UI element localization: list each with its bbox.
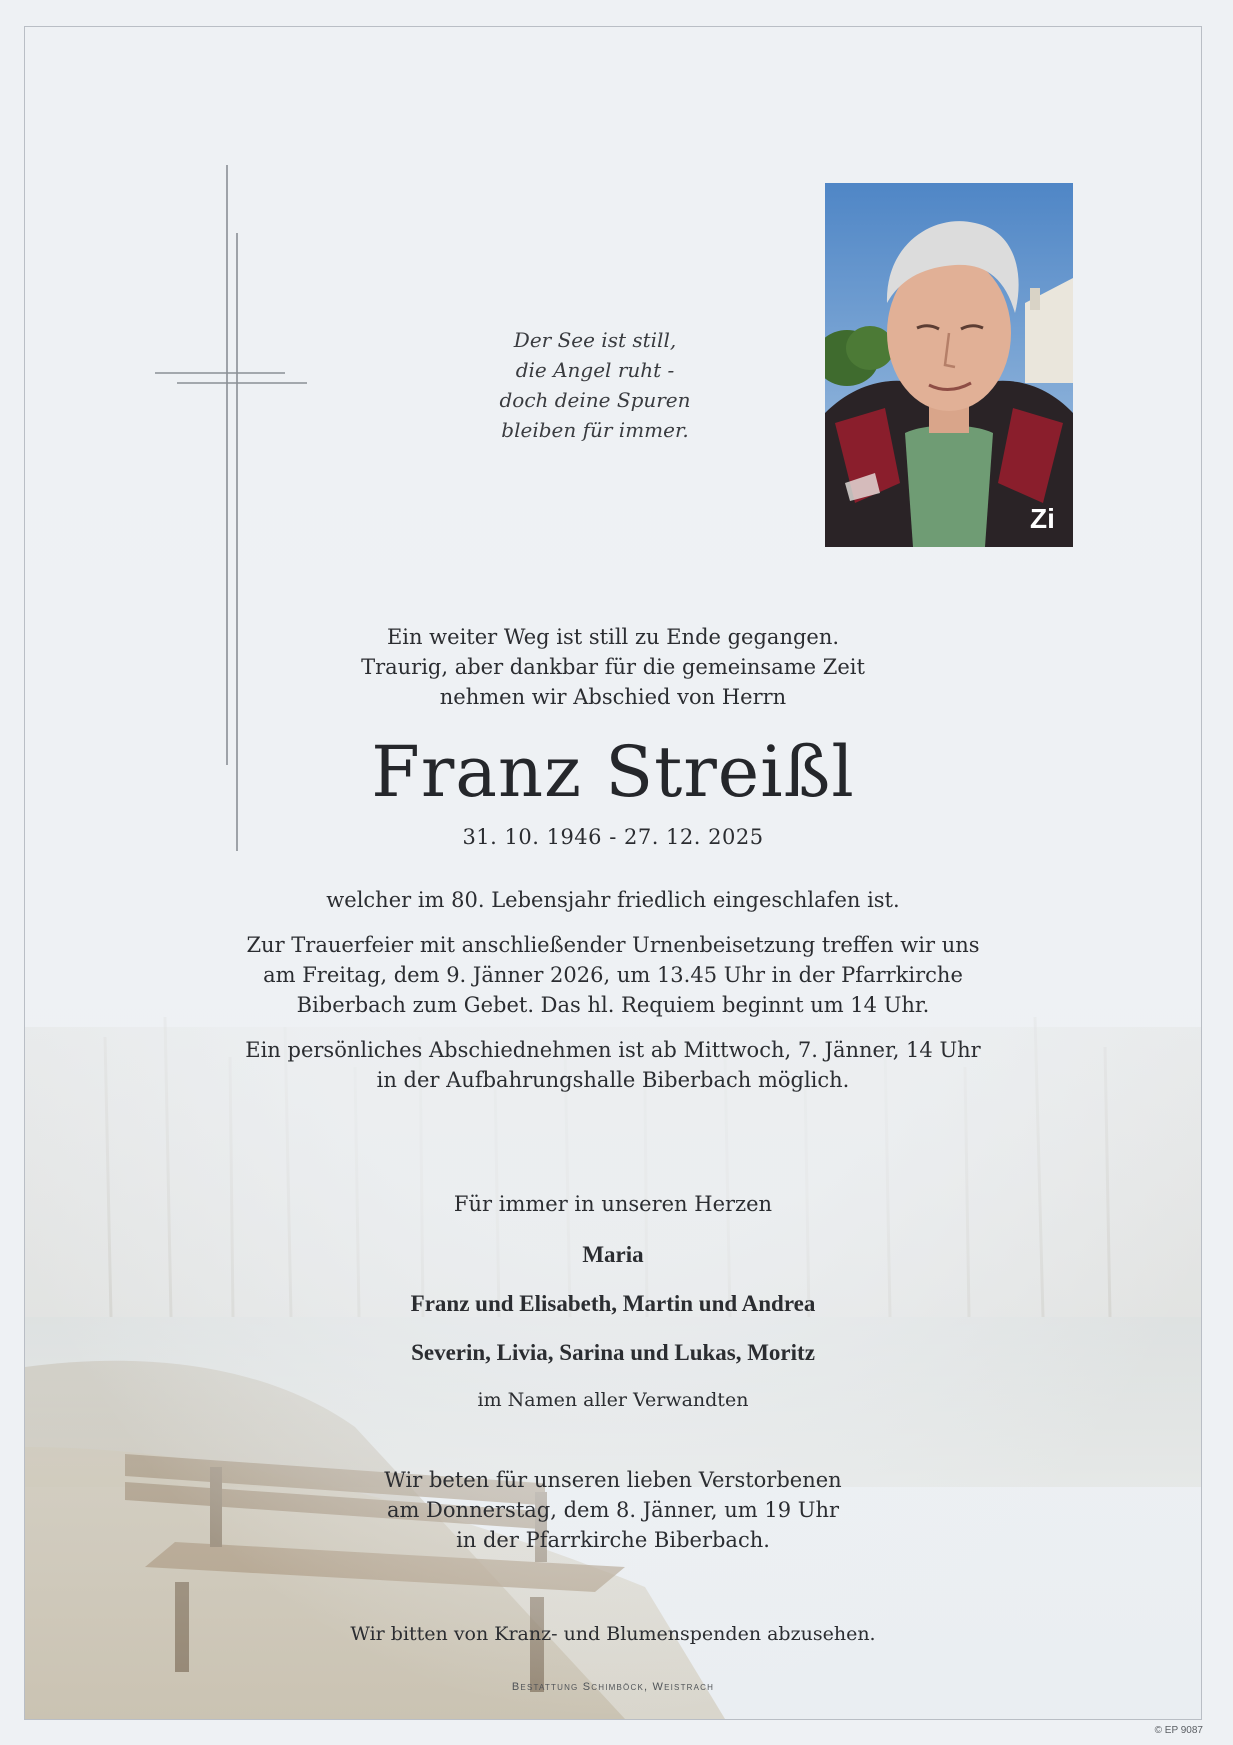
funeral-line: am Freitag, dem 9. Jänner 2026, um 13.45 Uhr in der Pfarrkirche [263,963,963,987]
funeral-details [25,930,1201,1020]
prayer-line: in der Pfarrkirche Biberbach. [456,1528,770,1552]
funeral-line: Biberbach zum Gebet. Das hl. Requiem beginnt um 14 Uhr. [296,993,930,1017]
motto-line: doch deine Spuren [499,388,691,412]
motto-line: Der See ist still, [513,328,677,352]
viewing-line: Ein persönliches Abschiednehmen ist ab Mittwoch, 7. Jänner, 14 Uhr [245,1038,981,1062]
motto-verse [455,325,735,445]
obituary-sheet [24,26,1202,1720]
mourner-name: Maria [582,1242,644,1267]
mourner-name: Severin, Livia, Sarina und Lukas, Moritz [411,1340,815,1365]
viewing-details [25,1035,1201,1095]
intro-line: Ein weiter Weg ist still zu Ende gegangen. [386,625,840,649]
age-line: welcher im 80. Lebensjahr friedlich eingeschlafen ist. [326,888,900,912]
mourner-name: Franz und Elisabeth, Martin und Andrea [410,1291,816,1316]
portrait-photo [825,183,1073,547]
svg-text:Zi: Zi [1030,503,1055,534]
relatives-line: im Namen aller Verwandten [477,1389,749,1411]
undertaker-credit: Bestattung Schimböck, Weistrach [511,1681,715,1693]
funeral-line: Zur Trauerfeier mit anschließender Urnenbeisetzung treffen wir uns [246,933,980,957]
viewing-line: in der Aufbahrungshalle Biberbach möglich. [376,1068,850,1092]
intro-text [25,622,1201,712]
print-code: © EP 9087 [1154,1725,1203,1736]
prayer-line: am Donnerstag, dem 8. Jänner, um 19 Uhr [386,1498,840,1522]
mourners-heading: Für immer in unseren Herzen [453,1192,773,1216]
motto-line: bleiben für immer. [501,418,689,442]
intro-line: Traurig, aber dankbar für die gemeinsame Zeit [361,655,865,679]
life-dates: 31. 10. 1946 - 27. 12. 2025 [462,825,764,849]
deceased-name: Franz Streißl [371,731,855,813]
donations-note: Wir bitten von Kranz- und Blumenspenden abzusehen. [350,1623,876,1645]
prayer-details [25,1465,1201,1555]
motto-line: die Angel ruht - [515,358,675,382]
prayer-line: Wir beten für unseren lieben Verstorbenen [384,1468,842,1492]
intro-line: nehmen wir Abschied von Herrn [439,685,787,709]
